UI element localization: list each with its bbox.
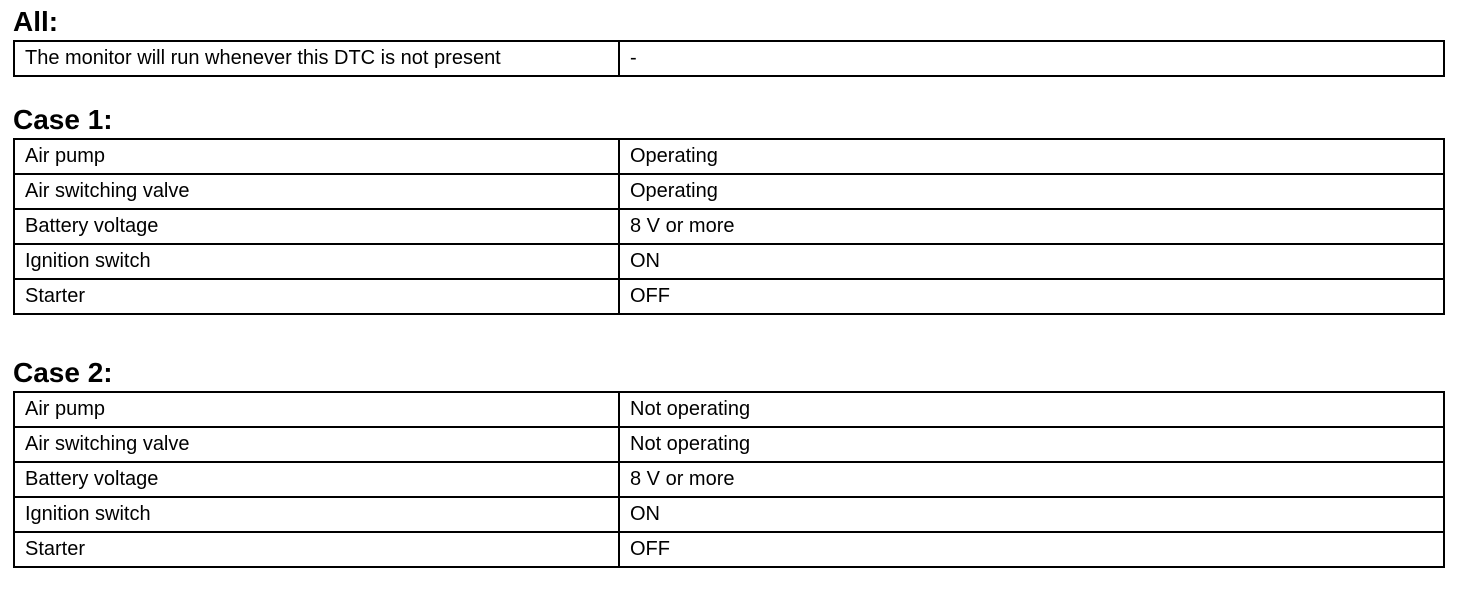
conditions-table-all [13, 40, 1445, 77]
condition-label: Air pump [14, 139, 619, 174]
table-row [14, 279, 1444, 314]
conditions-table-case-2 [13, 391, 1445, 568]
section-all [13, 6, 1443, 77]
condition-label: Air switching valve [14, 174, 619, 209]
condition-value: OFF [619, 532, 1444, 567]
table-row [14, 139, 1444, 174]
condition-value: ON [619, 497, 1444, 532]
table-row [14, 532, 1444, 567]
conditions-table-case-1 [13, 138, 1445, 315]
condition-value: Operating [619, 174, 1444, 209]
table-row [14, 209, 1444, 244]
condition-value: Not operating [619, 427, 1444, 462]
condition-label: Ignition switch [14, 244, 619, 279]
table-row [14, 174, 1444, 209]
section-title-case-1: Case 1: [13, 104, 113, 135]
condition-value: - [619, 41, 1444, 76]
table-row [14, 244, 1444, 279]
table-row [14, 392, 1444, 427]
table-row [14, 41, 1444, 76]
condition-value: Operating [619, 139, 1444, 174]
condition-label: Battery voltage [14, 462, 619, 497]
condition-value: Not operating [619, 392, 1444, 427]
section-title-all: All: [13, 6, 59, 37]
condition-value: OFF [619, 279, 1444, 314]
condition-label: Starter [14, 532, 619, 567]
condition-value: ON [619, 244, 1444, 279]
condition-label: Battery voltage [14, 209, 619, 244]
section-case-2 [13, 357, 1443, 568]
condition-label: Air switching valve [14, 427, 619, 462]
table-row [14, 497, 1444, 532]
table-row [14, 427, 1444, 462]
table-row [14, 462, 1444, 497]
condition-value: 8 V or more [619, 462, 1444, 497]
condition-label: Air pump [14, 392, 619, 427]
condition-label: The monitor will run whenever this DTC is not present [14, 41, 619, 76]
condition-label: Ignition switch [14, 497, 619, 532]
condition-label: Starter [14, 279, 619, 314]
condition-value: 8 V or more [619, 209, 1444, 244]
section-title-case-2: Case 2: [13, 357, 113, 388]
section-case-1 [13, 104, 1443, 315]
